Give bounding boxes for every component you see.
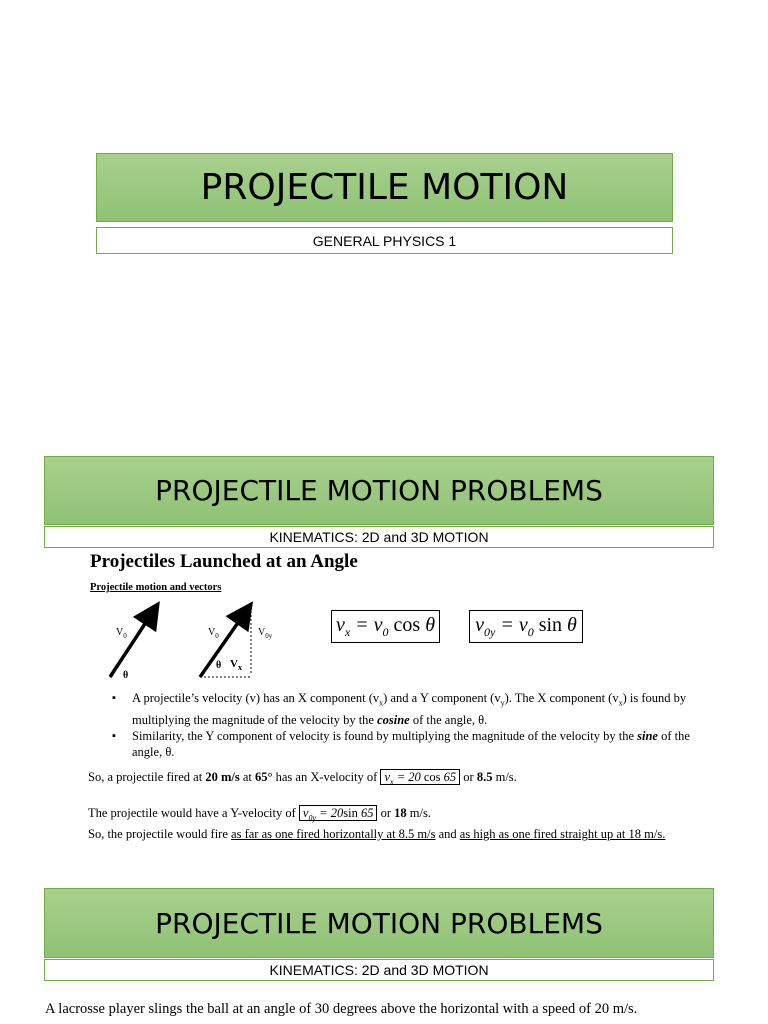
bullet-item: ▪ A projectile’s velocity (v) has an X component $(v_x)$ and a Y component $(v_y)$. The X component $(v_x)$ is found by multiplying the magnitude of the velocity by the cosine of the angle, θ. — [100, 690, 690, 728]
paragraph-y-velocity: The projectile would have a Y-velocity of $v_{0y} = 20\sin$ 65 or 18 m/s. — [88, 806, 431, 823]
vector-diagram — [100, 595, 290, 685]
x-velocity-box: $v_x = 20$ cos 65 — [380, 769, 460, 785]
bullet-item: ▪ Similarity, the Y component of velocity is found by multiplying the magnitude of the velocity by the sine of the angle, θ. — [100, 728, 690, 760]
label-v0-right: $V_0$ — [208, 627, 219, 640]
equation-v0y-box: $v_{0y} = v_0$ sin θ — [469, 610, 583, 643]
slide1-subtitle-box — [96, 227, 673, 254]
label-theta-left: θ — [123, 670, 129, 681]
slide2-subtitle-box — [44, 526, 714, 548]
label-v0y: $V_{0y}$ — [258, 627, 273, 640]
problem-statement: A lacrosse player slings the ball at an angle of 30 degrees above the horizontal with a speed of 20 m/s. — [45, 1001, 638, 1017]
paragraph-conclusion: So, the projectile would fire as far as one fired horizontally at 8.5 m/s and as high as one fired straight up at 18 m/s. — [88, 827, 666, 841]
slide3-subtitle-box — [44, 959, 714, 981]
label-v0-left: $V_0$ — [116, 627, 127, 640]
slide1-title-banner — [96, 153, 673, 222]
slide3-title-banner — [44, 888, 714, 958]
slide2-title-banner — [44, 456, 714, 525]
slide1-subtitle: GENERAL PHYSICS 1 — [312, 232, 457, 249]
equation-vx-box: $v_x = v_0$ cos θ — [331, 610, 440, 643]
section-heading: Projectiles Launched at an Angle — [90, 551, 358, 572]
y-velocity-box: $v_{0y} = 20\sin$ 65 — [299, 805, 378, 821]
section-subheading: Projectile motion and vectors — [90, 582, 222, 593]
slide2-subtitle: KINEMATICS: 2D and 3D MOTION — [269, 529, 489, 545]
paragraph-x-velocity: So, a projectile fired at 20 m/s at 65° has an X-velocity of $v_x = 20$ cos 65 or 8.5 m/s. — [88, 770, 517, 787]
slide1-title: PROJECTILE MOTION — [200, 167, 569, 208]
slide2-title: PROJECTILE MOTION PROBLEMS — [155, 474, 603, 507]
slide3-title: PROJECTILE MOTION PROBLEMS — [155, 906, 603, 940]
slide3-subtitle: KINEMATICS: 2D and 3D MOTION — [269, 962, 489, 978]
velocity-arrow-left — [110, 607, 156, 677]
label-vx: $V_x$ — [230, 658, 242, 673]
label-theta-right: θ — [216, 660, 222, 671]
bullet-list — [100, 690, 690, 760]
